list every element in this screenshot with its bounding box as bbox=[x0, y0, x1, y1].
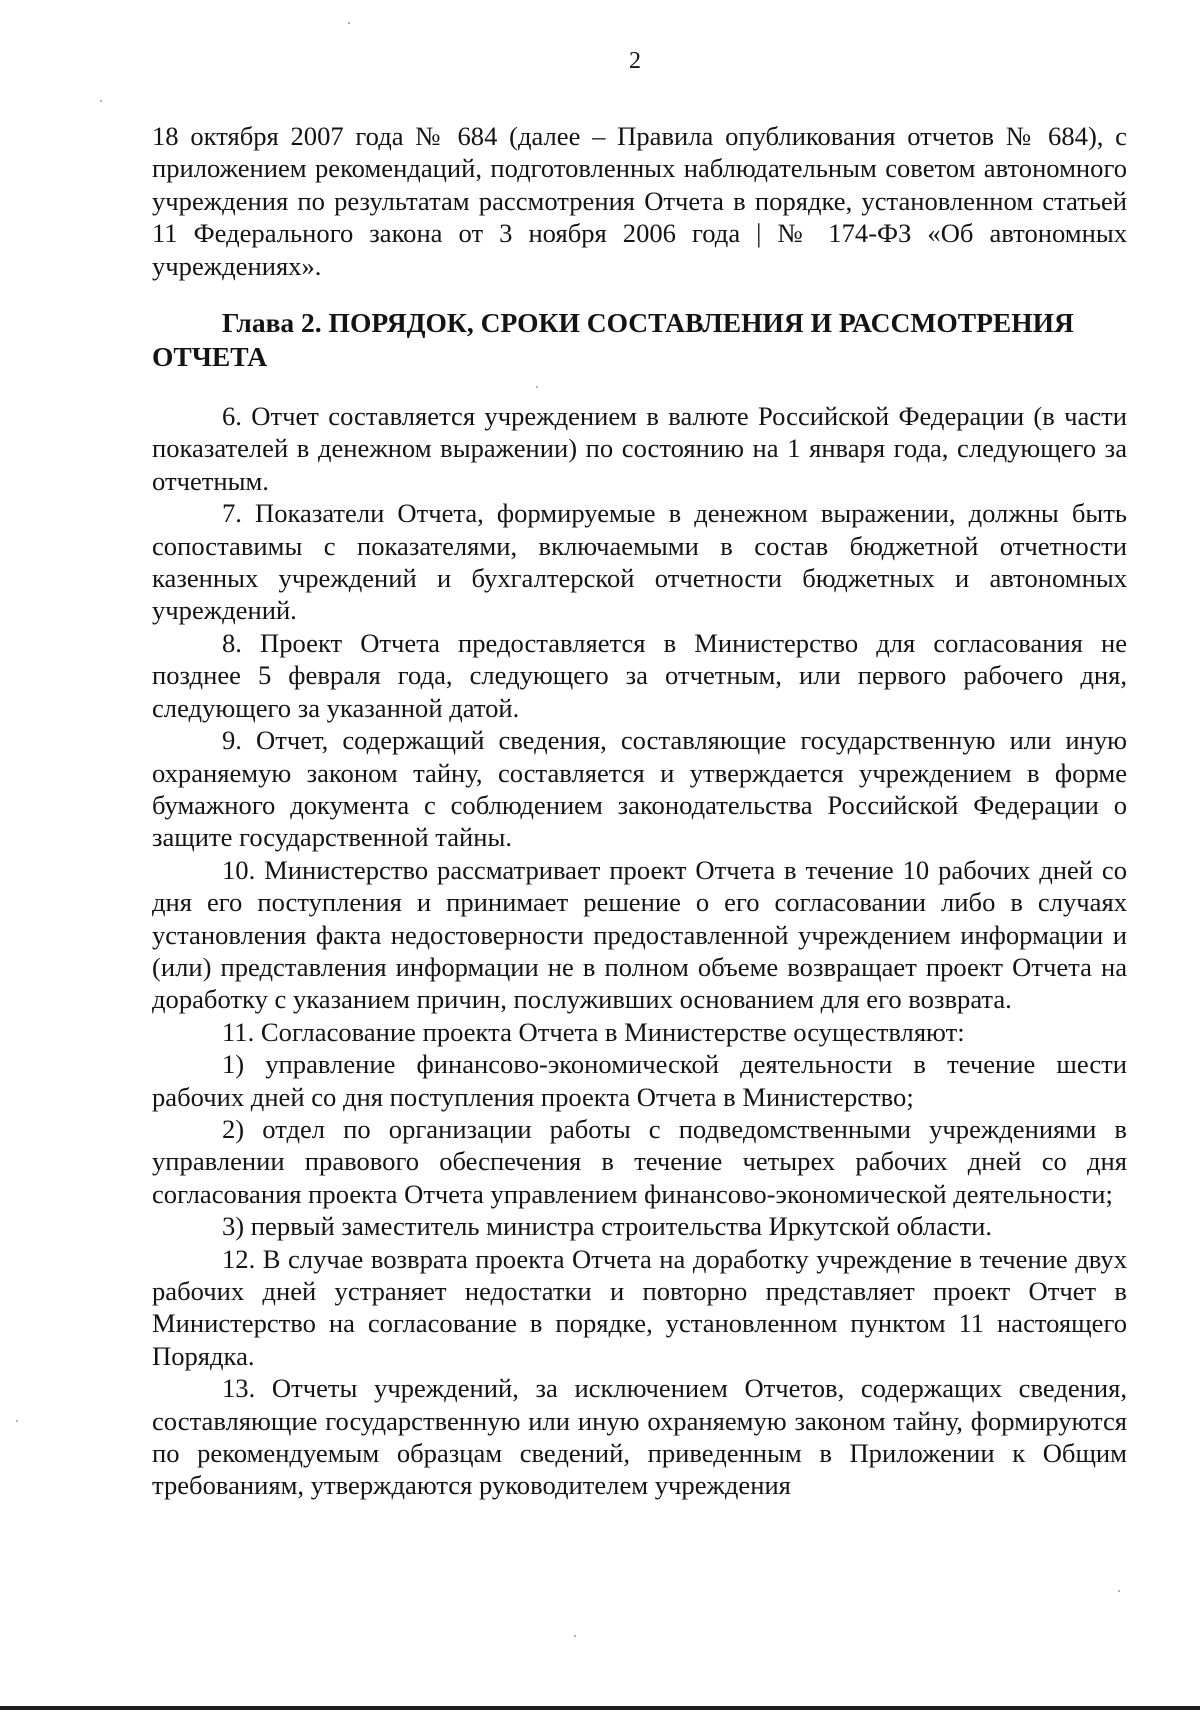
intro-paragraph: 18 октября 2007 года № 684 (далее – Правила опубликования отчетов № 684), с приложением рекомендаций, подготовленных наблюдательным советом автономного учреждения по результатам рассмотрения Отчета в порядке, установленном статьей 11 Федерального закона от 3 ноября 2006 года | № 174-ФЗ «Об автономных учреждениях». bbox=[152, 121, 1127, 281]
scan-speck bbox=[348, 22, 350, 24]
scan-speck bbox=[100, 100, 102, 102]
list-item-11-3: 3) первый заместитель министра строительства Иркутской области. bbox=[222, 1211, 993, 1242]
scan-speck bbox=[574, 1635, 576, 1637]
scan-edge-line bbox=[0, 1706, 1200, 1710]
paragraph-11: 11. Согласование проекта Отчета в Министерстве осуществляют: bbox=[222, 1016, 965, 1047]
paragraph-7: 7. Показатели Отчета, формируемые в денежном выражении, должны быть сопоставимы с показателями, включаемыми в состав бюджетной отчетности казенных учреждений и бухгалтерской отчетности бюджетных и автономных учреждений. bbox=[152, 498, 1127, 626]
chapter-heading: Глава 2. ПОРЯДОК, СРОКИ СОСТАВЛЕНИЯ И РАССМОТРЕНИЯ ОТЧЕТА bbox=[152, 307, 1074, 373]
scan-speck bbox=[536, 386, 538, 388]
scan-speck bbox=[16, 1420, 18, 1422]
paragraph-13: 13. Отчеты учреждений, за исключением Отчетов, содержащих сведения, составляющие государственную или иную охраняемую законом тайну, формируются по рекомендуемым образцам сведений, приведенным в Приложении к Общим требованиям, утверждаются руководителем учреждения bbox=[152, 1373, 1127, 1501]
paragraph-6: 6. Отчет составляется учреждением в валюте Российской Федерации (в части показателей в денежном выражении) по состоянию на 1 января года, следующего за отчетным. bbox=[152, 401, 1127, 496]
scan-speck bbox=[1118, 1590, 1120, 1592]
list-item-11-1: 1) управление финансово-экономической деятельности в течение шести рабочих дней со дня поступления проекта Отчета в Министерство; bbox=[152, 1049, 1127, 1112]
document-body bbox=[152, 120, 1127, 1502]
paragraph-10: 10. Министерство рассматривает проект Отчета в течение 10 рабочих дней со дня его поступления и принимает решение о его согласовании либо в случаях установления факта недостоверности предоставленной учреждением информации и (или) представления информации не в полном объеме возвращает проект Отчета на доработку с указанием причин, послуживших основанием для его возврата. bbox=[152, 854, 1127, 1015]
paragraph-12: 12. В случае возврата проекта Отчета на доработку учреждение в течение двух рабочих дней устраняет недостатки и повторно представляет проект Отчет в Министерство на согласование в порядке, установленном пунктом 11 настоящего Порядка. bbox=[152, 1243, 1127, 1371]
page-number: 2 bbox=[629, 48, 641, 74]
list-item-11-2: 2) отдел по организации работы с подведомственными учреждениями в управлении правового обеспечения в течение четырех рабочих дней со дня согласования проекта Отчета управлением финансово-экономической деятельности; bbox=[152, 1113, 1127, 1209]
paragraph-9: 9. Отчет, содержащий сведения, составляющие государственную или иную охраняемую законом тайну, составляется и утверждается учреждением в форме бумажного документа с соблюдением законодательства Российской Федерации о защите государственной тайны. bbox=[152, 725, 1127, 853]
paragraph-8: 8. Проект Отчета предоставляется в Министерство для согласования не позднее 5 февраля года, следующего за отчетным, или первого рабочего дня, следующего за указанной датой. bbox=[152, 627, 1127, 723]
